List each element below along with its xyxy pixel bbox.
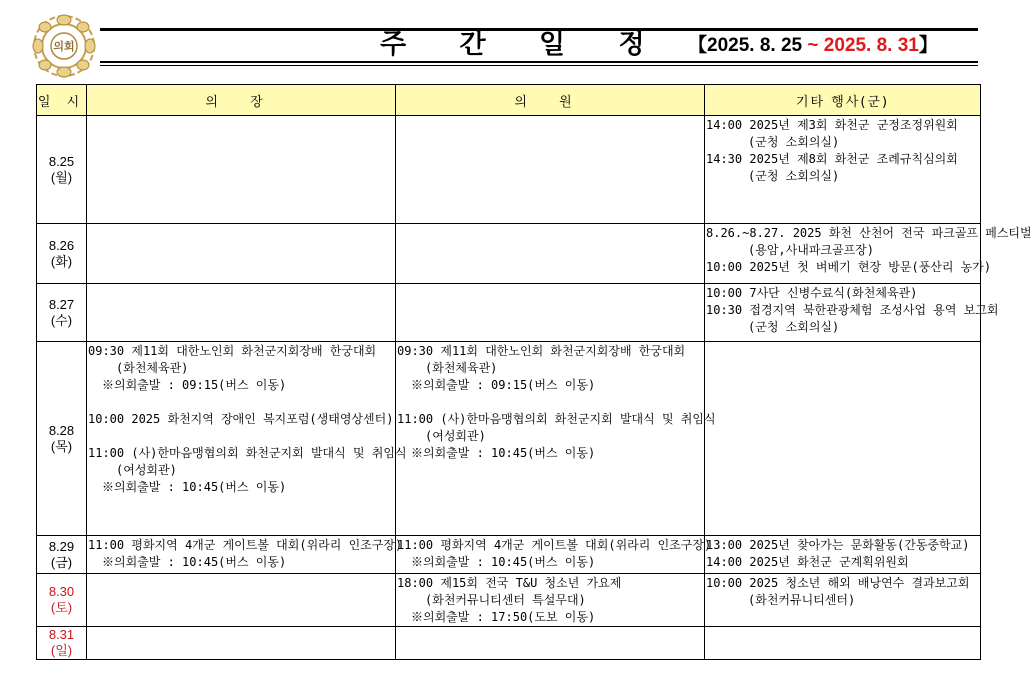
header-rule-bottom-thin	[100, 65, 978, 66]
weekday-label: (화)	[50, 253, 73, 269]
etc-cell	[705, 116, 981, 224]
member-cell	[396, 627, 705, 660]
table-row	[37, 627, 981, 660]
schedule-entry	[706, 259, 992, 276]
schedule-entry	[706, 537, 980, 554]
schedule-entry	[706, 225, 1032, 259]
schedule-entry	[88, 445, 407, 496]
etc-cell	[705, 536, 981, 574]
entry-main-text: 11:00 (사)한마음맹협의회 화천군지회 발대식 및 취임식	[88, 446, 407, 460]
entry-main-text: 10:00 2025년 첫 벼베기 현장 방문(풍산리 농가)	[706, 260, 992, 274]
table-row	[37, 574, 981, 627]
chair-cell	[87, 224, 396, 284]
entry-location: (여성회관)	[425, 429, 486, 443]
schedule-entry	[706, 302, 999, 336]
chair-cell	[87, 574, 396, 627]
etc-cell	[705, 284, 999, 342]
weekday-label: (수)	[50, 312, 73, 328]
weekday-label: (목)	[50, 438, 73, 454]
weekday-label: (토)	[50, 600, 73, 615]
date-label: 8.29	[48, 538, 75, 554]
etc-cell	[705, 342, 981, 536]
schedule-entry	[88, 537, 403, 571]
entry-departure-note: ※의회출발 : 10:45(버스 이동)	[411, 446, 596, 460]
schedule-entry	[706, 554, 980, 571]
weekly-schedule-table	[36, 84, 1032, 660]
entry-departure-note: ※의회출발 : 10:45(버스 이동)	[102, 480, 287, 494]
schedule-entry	[88, 343, 395, 394]
range-end: 2025. 8. 31	[823, 35, 919, 56]
entry-main-text: 09:30 제11회 대한노인회 화천군지회장배 한궁대회	[397, 344, 686, 358]
chair-cell	[87, 536, 403, 574]
entry-main-text: 18:00 제15회 전국 T&U 청소년 가요제	[397, 576, 622, 590]
header-rule-bottom	[100, 61, 978, 63]
col-header-chair: 의 장	[87, 85, 396, 116]
date-cell	[37, 342, 87, 536]
chair-cell	[87, 116, 396, 224]
range-close: 】	[918, 35, 938, 56]
date-range	[688, 34, 938, 58]
emblem-label: 의회	[53, 40, 75, 53]
entry-main-text: 10:00 2025 화천지역 장애인 복지포럼(생태영상센터)	[88, 412, 394, 426]
member-cell	[396, 116, 705, 224]
date-cell	[37, 536, 87, 574]
entry-location: (화천체육관)	[425, 361, 498, 375]
schedule-entry	[397, 575, 704, 626]
schedule-entry	[397, 343, 704, 394]
entry-main-text: 10:00 7사단 신병수료식(화천체육관)	[706, 286, 918, 300]
entry-departure-note: ※의회출발 : 10:45(버스 이동)	[411, 555, 596, 569]
page-header	[0, 0, 1000, 80]
entry-location: (여성회관)	[116, 463, 177, 477]
table-row	[37, 342, 981, 536]
schedule-body	[37, 116, 1032, 660]
date-label: 8.25	[48, 153, 75, 169]
page-title: 주 간 일 정	[380, 29, 667, 60]
entry-main-text: 11:00 평화지역 4개군 게이트볼 대회(위라리 인조구장)	[88, 538, 403, 552]
weekday-label: (일)	[50, 643, 73, 658]
date-cell	[37, 627, 87, 660]
entry-location: (용암,사내파크골프장)	[748, 243, 875, 257]
chair-cell	[87, 284, 396, 342]
col-header-date: 일 시	[37, 85, 87, 116]
schedule-entry	[706, 117, 980, 151]
table-row	[37, 116, 981, 224]
etc-cell	[705, 627, 981, 660]
date-label: 8.28	[48, 422, 75, 438]
date-cell	[37, 284, 87, 342]
entry-departure-note: ※의회출발 : 09:15(버스 이동)	[411, 378, 596, 392]
weekday-label: (금)	[50, 554, 73, 570]
entry-main-text: 10:30 접경지역 북한관광체험 조성사업 용역 보고회	[706, 303, 999, 317]
member-cell	[396, 224, 705, 284]
entry-departure-note: ※의회출발 : 10:45(버스 이동)	[102, 555, 287, 569]
member-cell	[396, 574, 705, 627]
date-cell	[37, 574, 87, 627]
etc-cell	[705, 224, 1032, 284]
entry-main-text: 10:00 2025 청소년 해외 배낭연수 결과보고회	[706, 576, 970, 590]
table-header-row	[37, 85, 981, 116]
schedule-entry	[706, 151, 980, 185]
schedule-entry	[397, 411, 716, 462]
entry-departure-note: ※의회출발 : 09:15(버스 이동)	[102, 378, 287, 392]
entry-location: (화천체육관)	[116, 361, 189, 375]
member-cell	[396, 536, 712, 574]
chair-cell	[87, 342, 407, 536]
table-row	[37, 224, 981, 284]
entry-main-text: 8.26.~8.27. 2025 화천 산천어 전국 파크골프 페스티벌	[706, 226, 1032, 240]
entry-location: (화천커뮤니티센터)	[748, 593, 856, 607]
member-cell	[396, 342, 716, 536]
entry-location: (군청 소회의실)	[748, 169, 840, 183]
date-label: 8.27	[48, 296, 75, 312]
chair-cell	[87, 627, 396, 660]
entry-main-text: 14:00 2025년 화천군 군계획위원회	[706, 555, 909, 569]
date-label: 8.30	[48, 584, 75, 599]
entry-location: (군청 소회의실)	[748, 320, 840, 334]
range-start: 【2025. 8. 25	[688, 35, 803, 56]
table-row	[37, 536, 981, 574]
entry-main-text: 14:00 2025년 제3회 화천군 군정조정위원회	[706, 118, 958, 132]
date-label: 8.26	[48, 237, 75, 253]
schedule-entry	[706, 285, 980, 302]
member-cell	[396, 284, 705, 342]
weekday-label: (월)	[50, 169, 73, 185]
date-label: 8.31	[48, 627, 75, 642]
entry-main-text: 11:00 평화지역 4개군 게이트볼 대회(위라리 인조구장)	[397, 538, 712, 552]
schedule-entry	[397, 537, 712, 571]
schedule-entry	[706, 575, 980, 609]
table-row	[37, 284, 981, 342]
col-header-other-events: 기타 행사(군)	[705, 85, 981, 116]
col-header-member: 의 원	[396, 85, 705, 116]
entry-main-text: 09:30 제11회 대한노인회 화천군지회장배 한궁대회	[88, 344, 377, 358]
entry-location: (군청 소회의실)	[748, 135, 840, 149]
etc-cell	[705, 574, 981, 627]
date-cell	[37, 224, 87, 284]
schedule-entry	[88, 411, 395, 428]
range-tilde: ~	[802, 35, 824, 56]
entry-location: (화천커뮤니티센터 특설무대)	[425, 593, 586, 607]
entry-main-text: 11:00 (사)한마음맹협의회 화천군지회 발대식 및 취임식	[397, 412, 716, 426]
date-cell	[37, 116, 87, 224]
council-emblem-icon	[28, 12, 100, 80]
entry-main-text: 13:00 2025년 찾아가는 문화활동(간동중학교)	[706, 538, 970, 552]
entry-main-text: 14:30 2025년 제8회 화천군 조례규칙심의회	[706, 152, 958, 166]
entry-departure-note: ※의회출발 : 17:50(도보 이동)	[411, 610, 596, 624]
